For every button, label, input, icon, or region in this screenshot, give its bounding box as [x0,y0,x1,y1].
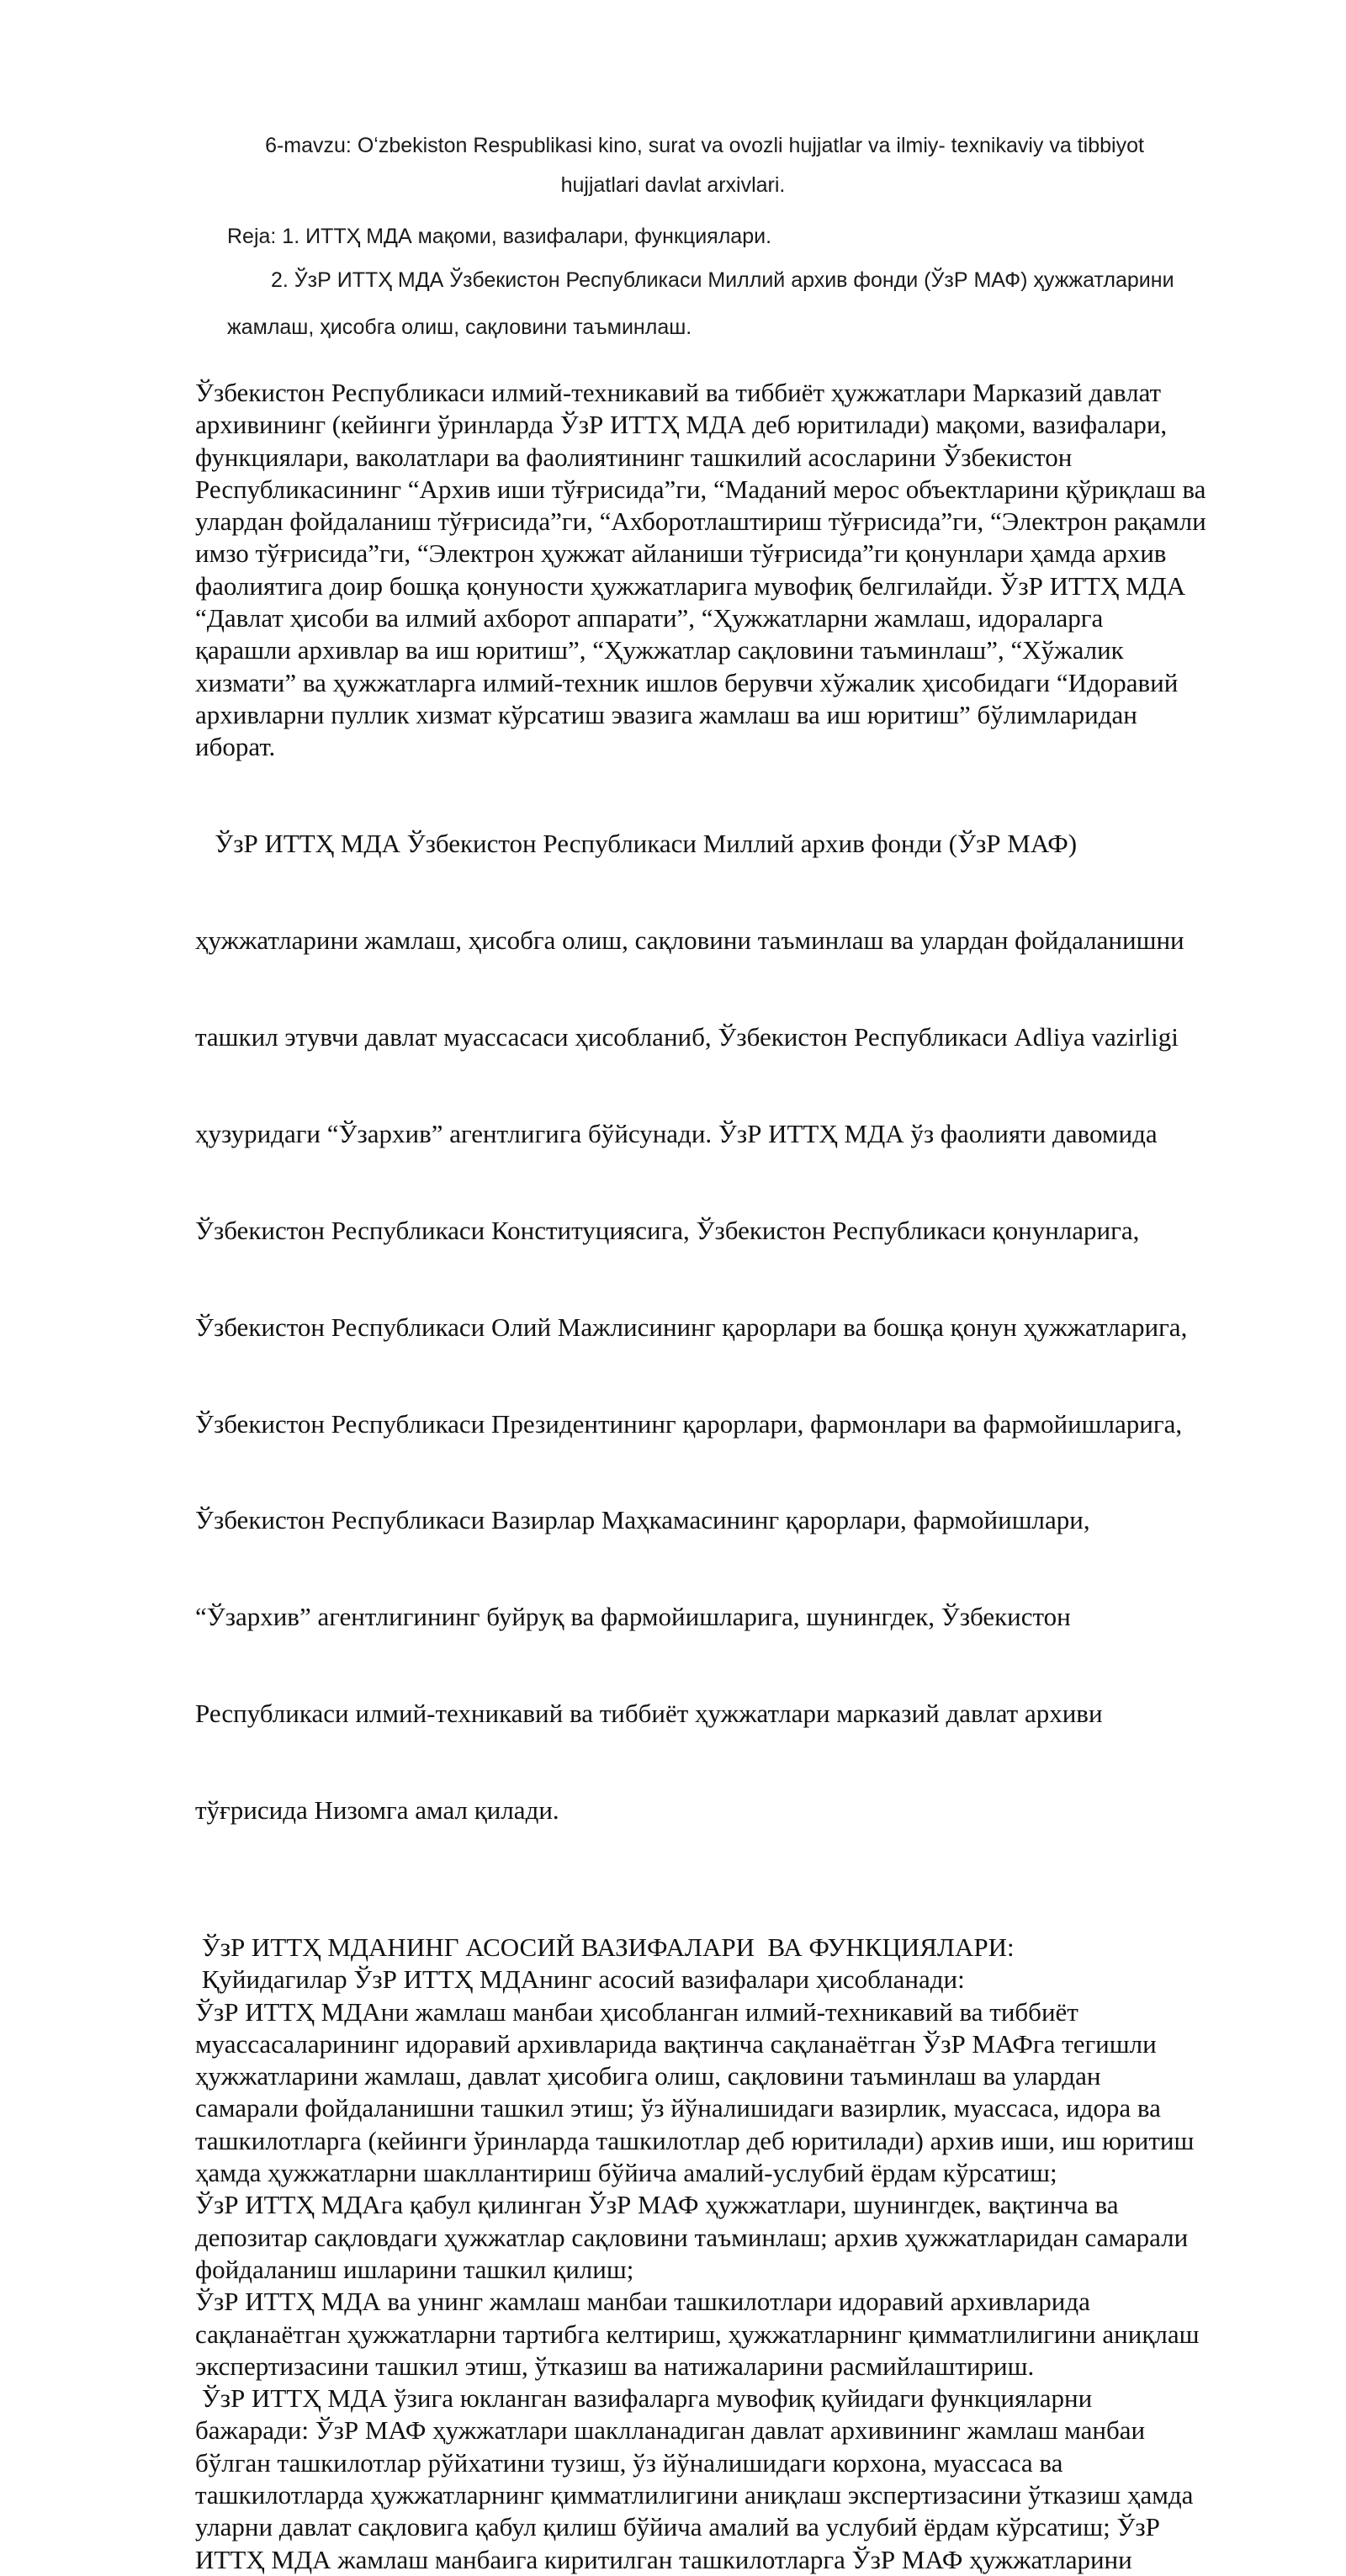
paragraph-line: депозитар сақловдаги ҳужжатлар сақловини таъминлаш; архив ҳужжатларидан самарали [195,2222,1189,2252]
paragraph-line: экспертизасини ташкил этиш, ўтказиш ва натижаларини расмийлаштириш. [195,2351,1035,2381]
plan-item-2-line-2: жамлаш, ҳисобга олиш, сақловини таъминлаш. [227,315,692,339]
paragraph-line: хизмати” ва ҳужжатларга илмий-техник ишлов берувчи хўжалик ҳисобидаги “Идоравий [195,667,1179,697]
section-tasks-functions [195,1932,1322,2576]
section-spacer [195,1891,1322,1932]
document-header [0,126,1346,205]
paragraph-line: фаолиятига доир бошқа қонуности ҳужжатларига мувофиқ белгилайди. ЎзР ИТТҲ МДА [195,570,1186,601]
paragraph-line: ташкилотларга (кейинги ўринларда ташкилотлар деб юритилади) архив иши, иш юритиш [195,2125,1195,2155]
paragraph-line: ҳузуридаги “Ўзархив” агентлигига бўйсунади. ЎзР ИТТҲ МДА ўз фаолияти давомида [195,1118,1158,1148]
paragraph-line: самарали фойдаланишни ташкил этиш; ўз йўналишидаги вазирлик, муассаса, идора ва [195,2093,1161,2123]
paragraph-line: бўлган ташкилотлар рўйхатини тузиш, ўз йўналишидаги корхона, муассаса ва [195,2447,1063,2478]
paragraph-line: сақланаётган ҳужжатларни тартибга келтириш, ҳужжатларнинг қимматлилигини аниқлаш [195,2319,1200,2349]
paragraph-line: бажаради: ЎзР МАФ ҳужжатлари шаклланадиган давлат архивининг жамлаш манбаи [195,2415,1146,2446]
topic-title-line-2: hujjatlari davlat arxivlari. [560,173,786,197]
paragraph-line: ташкилотларда ҳужжатларнинг қимматлилигини аниқлаш экспертизасини ўтказиш ҳамда [195,2480,1194,2510]
paragraph-line: ташкил этувчи давлат муассасаси ҳисобланиб, Ўзбекистон Республикаси Adliya vazirligi [195,1021,1179,1052]
paragraph-line: архивларни пуллик хизмат кўрсатиш эвазига жамлаш ва иш юритиш” бўлимларидан [195,699,1137,729]
paragraph-line: функциялари, ваколатлари ва фаолиятининг ташкилий асосларини Ўзбекистон [195,442,1073,472]
paragraph-line: уларни давлат сақловига қабул қилиш бўйича амалий ва услубий ёрдам кўрсатиш; ЎзР [195,2512,1160,2542]
paragraph-line: Ўзбекистон Республикаси Вазирлар Маҳкамасининг қарорлари, фармойишлари, [195,1505,1090,1535]
paragraph-line: “Ўзархив” агентлигининг буйруқ ва фармойишларига, шунингдек, Ўзбекистон [195,1602,1071,1632]
paragraph-line: Ўзбекистон Республикаси Олий Мажлисининг қарорлари ва бошқа қонун ҳужжатларига, [195,1312,1188,1342]
topic-title-line-1: 6-mavzu: Oʻzbekiston Respublikasi kino, surat va ovozli hujjatlar va ilmiy- texnikaviy va tibbiyot [265,134,1144,157]
paragraph-status-definition [195,377,1322,764]
paragraph-line: Қуйидагилар ЎзР ИТТҲ МДАнинг асосий вазифалари ҳисобланади: [195,1964,965,1995]
paragraph-line: ҳужжатларини жамлаш, ҳисобга олиш, сақловини таъминлаш ва улардан фойдаланишни [195,925,1184,956]
paragraph-line: имзо тўғрисида”ги, “Электрон ҳужжат айланиши тўғрисида”ги қонунлари ҳамда архив [195,538,1167,569]
paragraph-line: муассасаларининг идоравий архивларида вақтинча сақланаётган ЎзР МАФга тегишли [195,2028,1157,2059]
paragraph-line: ЎзР ИТТҲ МДА ва унинг жамлаш манбаи ташкилотлари идоравий архивларида [195,2287,1090,2317]
paragraph-line: “Давлат ҳисоби ва илмий ахборот аппарати”, “Ҳужжатларни жамлаш, идораларга [195,603,1104,633]
paragraph-line: ЎзР ИТТҲ МДА ўзига юкланган вазифаларга мувофиқ қуйидаги функцияларни [195,2383,1093,2414]
paragraph-line: тўғрисида Низомга амал қилади. [195,1795,559,1826]
document-body [195,377,1322,2576]
paragraph-line: ЎзР ИТТҲ МДА Ўзбекистон Республикаси Миллий архив фонди (ЎзР МАФ) [195,829,1078,859]
section-heading: ЎзР ИТТҲ МДАНИНГ АСОСИЙ ВАЗИФАЛАРИ ВА ФУНКЦИЯЛАРИ: [195,1932,1015,1962]
paragraph-line: фойдаланиш ишларини ташкил қилиш; [195,2254,634,2284]
paragraph-line: Республикаси илмий-техникавий ва тиббиёт ҳужжатлари марказий давлат архиви [195,1699,1103,1729]
plan-item-1: Reja: 1. ИТТҲ МДА мақоми, вазифалари, функциялари. [227,225,772,248]
paragraph-subordination [195,764,1322,1891]
paragraph-line: ҳамда ҳужжатларни шакллантириш бўйича амалий-услубий ёрдам кўрсатиш; [195,2158,1057,2188]
paragraph-line: улардан фойдаланиш тўғрисида”ги, “Ахборотлаштириш тўғрисида”ги, “Электрон рақамли [195,506,1206,537]
paragraph-line: Республикасининг “Архив иши тўғрисида”ги, “Маданий мерос объектларини қўриқлаш ва [195,474,1206,504]
paragraph-line: ЎзР ИТТҲ МДАга қабул қилинган ЎзР МАФ ҳужжатлари, шунингдек, вақтинча ва [195,2190,1119,2220]
paragraph-line: архивининг (кейинги ўринларда ЎзР ИТТҲ МДА деб юритилади) мақоми, вазифалари, [195,410,1168,440]
paragraph-line: Ўзбекистон Республикаси Конституциясига, Ўзбекистон Республикаси қонунларига, [195,1215,1140,1245]
paragraph-line: Ўзбекистон Республикаси илмий-техникавий ва тиббиёт ҳужжатлари Марказий давлат [195,378,1162,407]
paragraph-line: ҳужжатларини жамлаш, давлат ҳисобига олиш, сақловини таъминлаш ва улардан [195,2061,1101,2091]
paragraph-line: иборат. [195,732,276,762]
paragraph-line: Ўзбекистон Республикаси Президентининг қарорлари, фармонлари ва фармойишларига, [195,1408,1183,1439]
paragraph-line: ИТТҲ МДА жамлаш манбаига киритилган ташкилотларга ЎзР МАФ ҳужжатларини [195,2544,1132,2574]
paragraph-line: ЎзР ИТТҲ МДАни жамлаш манбаи ҳисобланган илмий-техникавий ва тиббиёт [195,1996,1078,2027]
paragraph-line: қарашли архивлар ва иш юритиш”, “Ҳужжатлар сақловини таъминлаш”, “Хўжалик [195,635,1124,665]
plan-item-2-line-1: 2. ЎзР ИТТҲ МДА Ўзбекистон Республикаси Миллий архив фонди (ЎзР МАФ) ҳужжатларини [271,268,1174,292]
